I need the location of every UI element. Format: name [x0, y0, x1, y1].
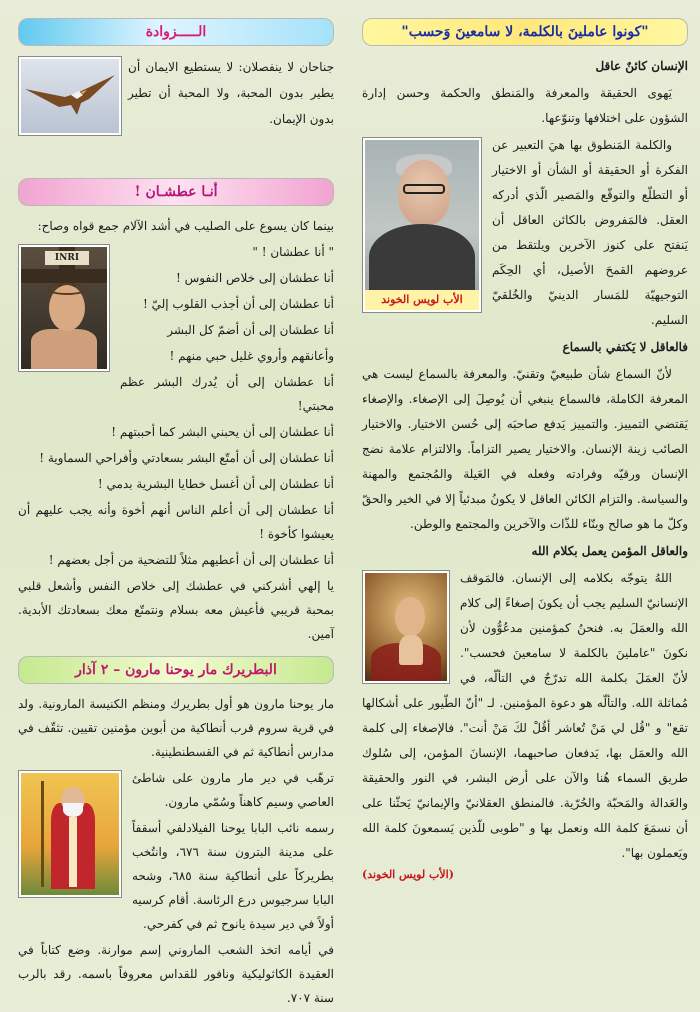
zuwada-title: الـــــزوادة	[145, 24, 207, 40]
portrait-caption: الأب لويس الخوند	[365, 290, 479, 310]
thirst-line: أنا عطشان إلى أن أمتّع البشر بسعادتي وأفراحي السماوية !	[39, 451, 334, 465]
thirst-title: أنـا عطشـان !	[134, 184, 218, 200]
portrait-image	[365, 140, 479, 290]
eagle-image	[18, 56, 122, 136]
article-paragraph: لأنّ السماع شأن طبيعيّ وتقنيّ. والمعرفة بالسماع ليست هي المعرفة الكاملة، فالسماع ينبغي أن يُوصِلَ إلى الإصغاء. والإصغاء يَقتضي التمييز. والتمييز يَدفع صاحبَه إلى حُسن الاختيار. والاختيار الصائب زينة الإنسان. والاختيار يصير التزاماً. والالتزام علامة نضج الإنسان ورقيّه وفرادته وفعله في العَيلة والمُجتمع والمهنة والسياسة. والتزام الكائن العاقل لا يكونُ مبدئياً إلا في الخير والحقّ وكلّ ما هو صالح وبنّاء للذّات والآخرين والمجتمع والوطن.	[362, 367, 688, 531]
thirst-banner	[18, 178, 334, 206]
maron-paragraph: ترهّب في دير مار مارون على شاطئ العاصي وسيم كاهناً وسُمّي مارون.	[132, 771, 334, 809]
article-paragraph: والكلمة المَنطوق بها هيَ التعبير عن الفكرة أو الحقيقة أو الشأن أو الاختيار أو التطلّع والتوقّع والمَصير الّذي أدركه العقل. فالمَفروض بالكائن العاقل أن يَنفتح على كنوز الآخرين ويلتقط من عروضهم القمحَ الأصيل، أي الحِكَم التوجيهيّة للمَسار الدينيّ والخُلقيّ السليم.	[492, 138, 688, 327]
inri-label: INRI	[45, 251, 89, 265]
thirst-line: أنا عطشان إلى أن أضمّ كل البشر	[167, 323, 334, 337]
article-title: "كونوا عاملينَ بالكلمة، لا سامعينَ وَحسب"	[401, 24, 649, 40]
section-heading-rational: الإنسان كائنٌ عاقل	[595, 59, 688, 73]
section-heading-believer: والعاقل المؤمن يعمل بكلام الله	[531, 544, 688, 558]
section-heading-listening: فالعاقل لا يَكتفي بالسماع	[562, 340, 688, 354]
crucifixion-image	[18, 244, 110, 372]
author-signature: (الأب لويس الخوند)	[362, 868, 454, 881]
saint-maron-icon-image	[18, 770, 122, 898]
maron-paragraph: في أيامه اتخذ الشعب الماروني إسم موارنة. وضع كتاباً في العقيدة الكاثوليكية ونافور للقداس معروفاً باسمه. رقد بالرب سنة ٧٠٧.	[18, 943, 334, 1005]
article-paragraph: يَهوى الحقيقة والمعرفة والمَنطق والحكمة وحسن إدارة الشؤون على اختلافها وتنوّعها.	[362, 86, 688, 125]
maron-paragraph: مار يوحنا مارون هو أول بطريرك ومنظم الكنيسة المارونية. ولد في قرية سروم قرب أنطاكية من أبوين مؤمنين تقيين. تثقّف في مدارس أنطاكية ثم في القسطنطينية.	[18, 697, 334, 759]
thirst-line: أنا عطشان إلى أن يحبني البشر كما أحببتهم !	[111, 425, 334, 439]
thirst-intro: بينما كان يسوع على الصليب في أشد الآلام جمع قواه وصاح:	[37, 219, 334, 233]
maron-title: البطريرك مار يوحنا مارون – ٢ آذار	[75, 662, 277, 678]
maron-paragraph: رسمه نائب البابا يوحنا الفيلادلفي أسقفاً على مدينة البترون سنة ٦٧٦، وانتُخب بطريركاً على أنطاكية سنة ٦٨٥، وشحه البابا سرجيوس درع الرئاسة. أقام كرسيه أولاً في دير سيدة يانوح ثم في كفرحي.	[132, 821, 334, 931]
thirst-prayer: يا إلهي أشركني في عطشك إلى خلاص النفس وأشعل قلبي بمحبة قريبي فأعيش معه بسلام ونتمتّع معك بسعادتك الأبدية. آمين.	[18, 579, 334, 641]
thirst-line: أنا عطشان إلى أن أعلم الناس أنهم أخوة وأنه يجب عليهم أن يعيشوا كأخوة !	[18, 503, 334, 541]
left-column	[18, 18, 334, 1012]
thirst-line: أنا عطشان إلى أن يُدرك البشر عظم محبتي!	[120, 375, 334, 413]
zuwada-banner	[18, 18, 334, 46]
jesus-praying-image	[362, 570, 450, 684]
article-title-banner	[362, 18, 688, 46]
thirst-line: أنا عطشان إلى أن أجذب القلوب إليّ !	[142, 297, 334, 311]
zuwada-text: جناحان لا ينفصلان: لا يستطيع الايمان أن يطير بدون المحبة، ولا المحبة أن تطير بدون الإيمان.	[128, 60, 334, 126]
thirst-line: أنا عطشان إلى أن أعطيهم مثلاً للتضحية من أجل بعضهم !	[48, 553, 334, 567]
thirst-line: أنا عطشان إلى أن أغسل خطايا البشرية بدمي !	[97, 477, 334, 491]
maron-banner	[18, 656, 334, 684]
father-portrait-photo	[362, 137, 482, 313]
eagle-icon	[21, 59, 119, 133]
thirst-line: وأعانقهم وأروي غليل حبي منهم !	[169, 349, 334, 363]
article-paragraph: اللهُ يتوجّه بكلامه إلى الإنسان. فالمَوقف الإنسانيّ السليم يجب أن يكونَ إصغاءً إلى كلام الله والعمَلَ به. فنحنُ كمؤمنين مدعُوُّون لأن نكونَ "عاملينَ بالكلمة لا سامعينَ فحسب". لأنّ العمَلَ بكلمة الله تدرّجٌ في التألّه، في مُماثلة الله. والتألّه هو دعوة المؤمنين. لـ "أنّ الطّيور على أشكالها تقع" و "قُل لي مَنْ تُعاشر أقُلْ لكَ مَنْ أنت". فالإصغاء إلى كلمة الله والعمَل بها، يَدفعان صاحبهما، الإنسانَ المؤمن، إلى سُلوك طريق السماء هُنا والآن على أرض البشر، في النور والحقيقة والعَدالة والمَحبّة والحُرّية. فالمنطق العقلانيّ والإيمانيّ يَحثّنا على أن نسمَعَ كلمة الله ونعمل بها و "طوبى للّذين يَسمعونَ كلمة الله ويَعملون بها".	[362, 571, 688, 860]
thirst-line: " أنا عطشان ! "	[252, 245, 334, 259]
thirst-line: أنا عطشان إلى خلاص النفوس !	[175, 271, 334, 285]
right-column	[362, 18, 688, 881]
zuwada-section	[18, 54, 334, 176]
